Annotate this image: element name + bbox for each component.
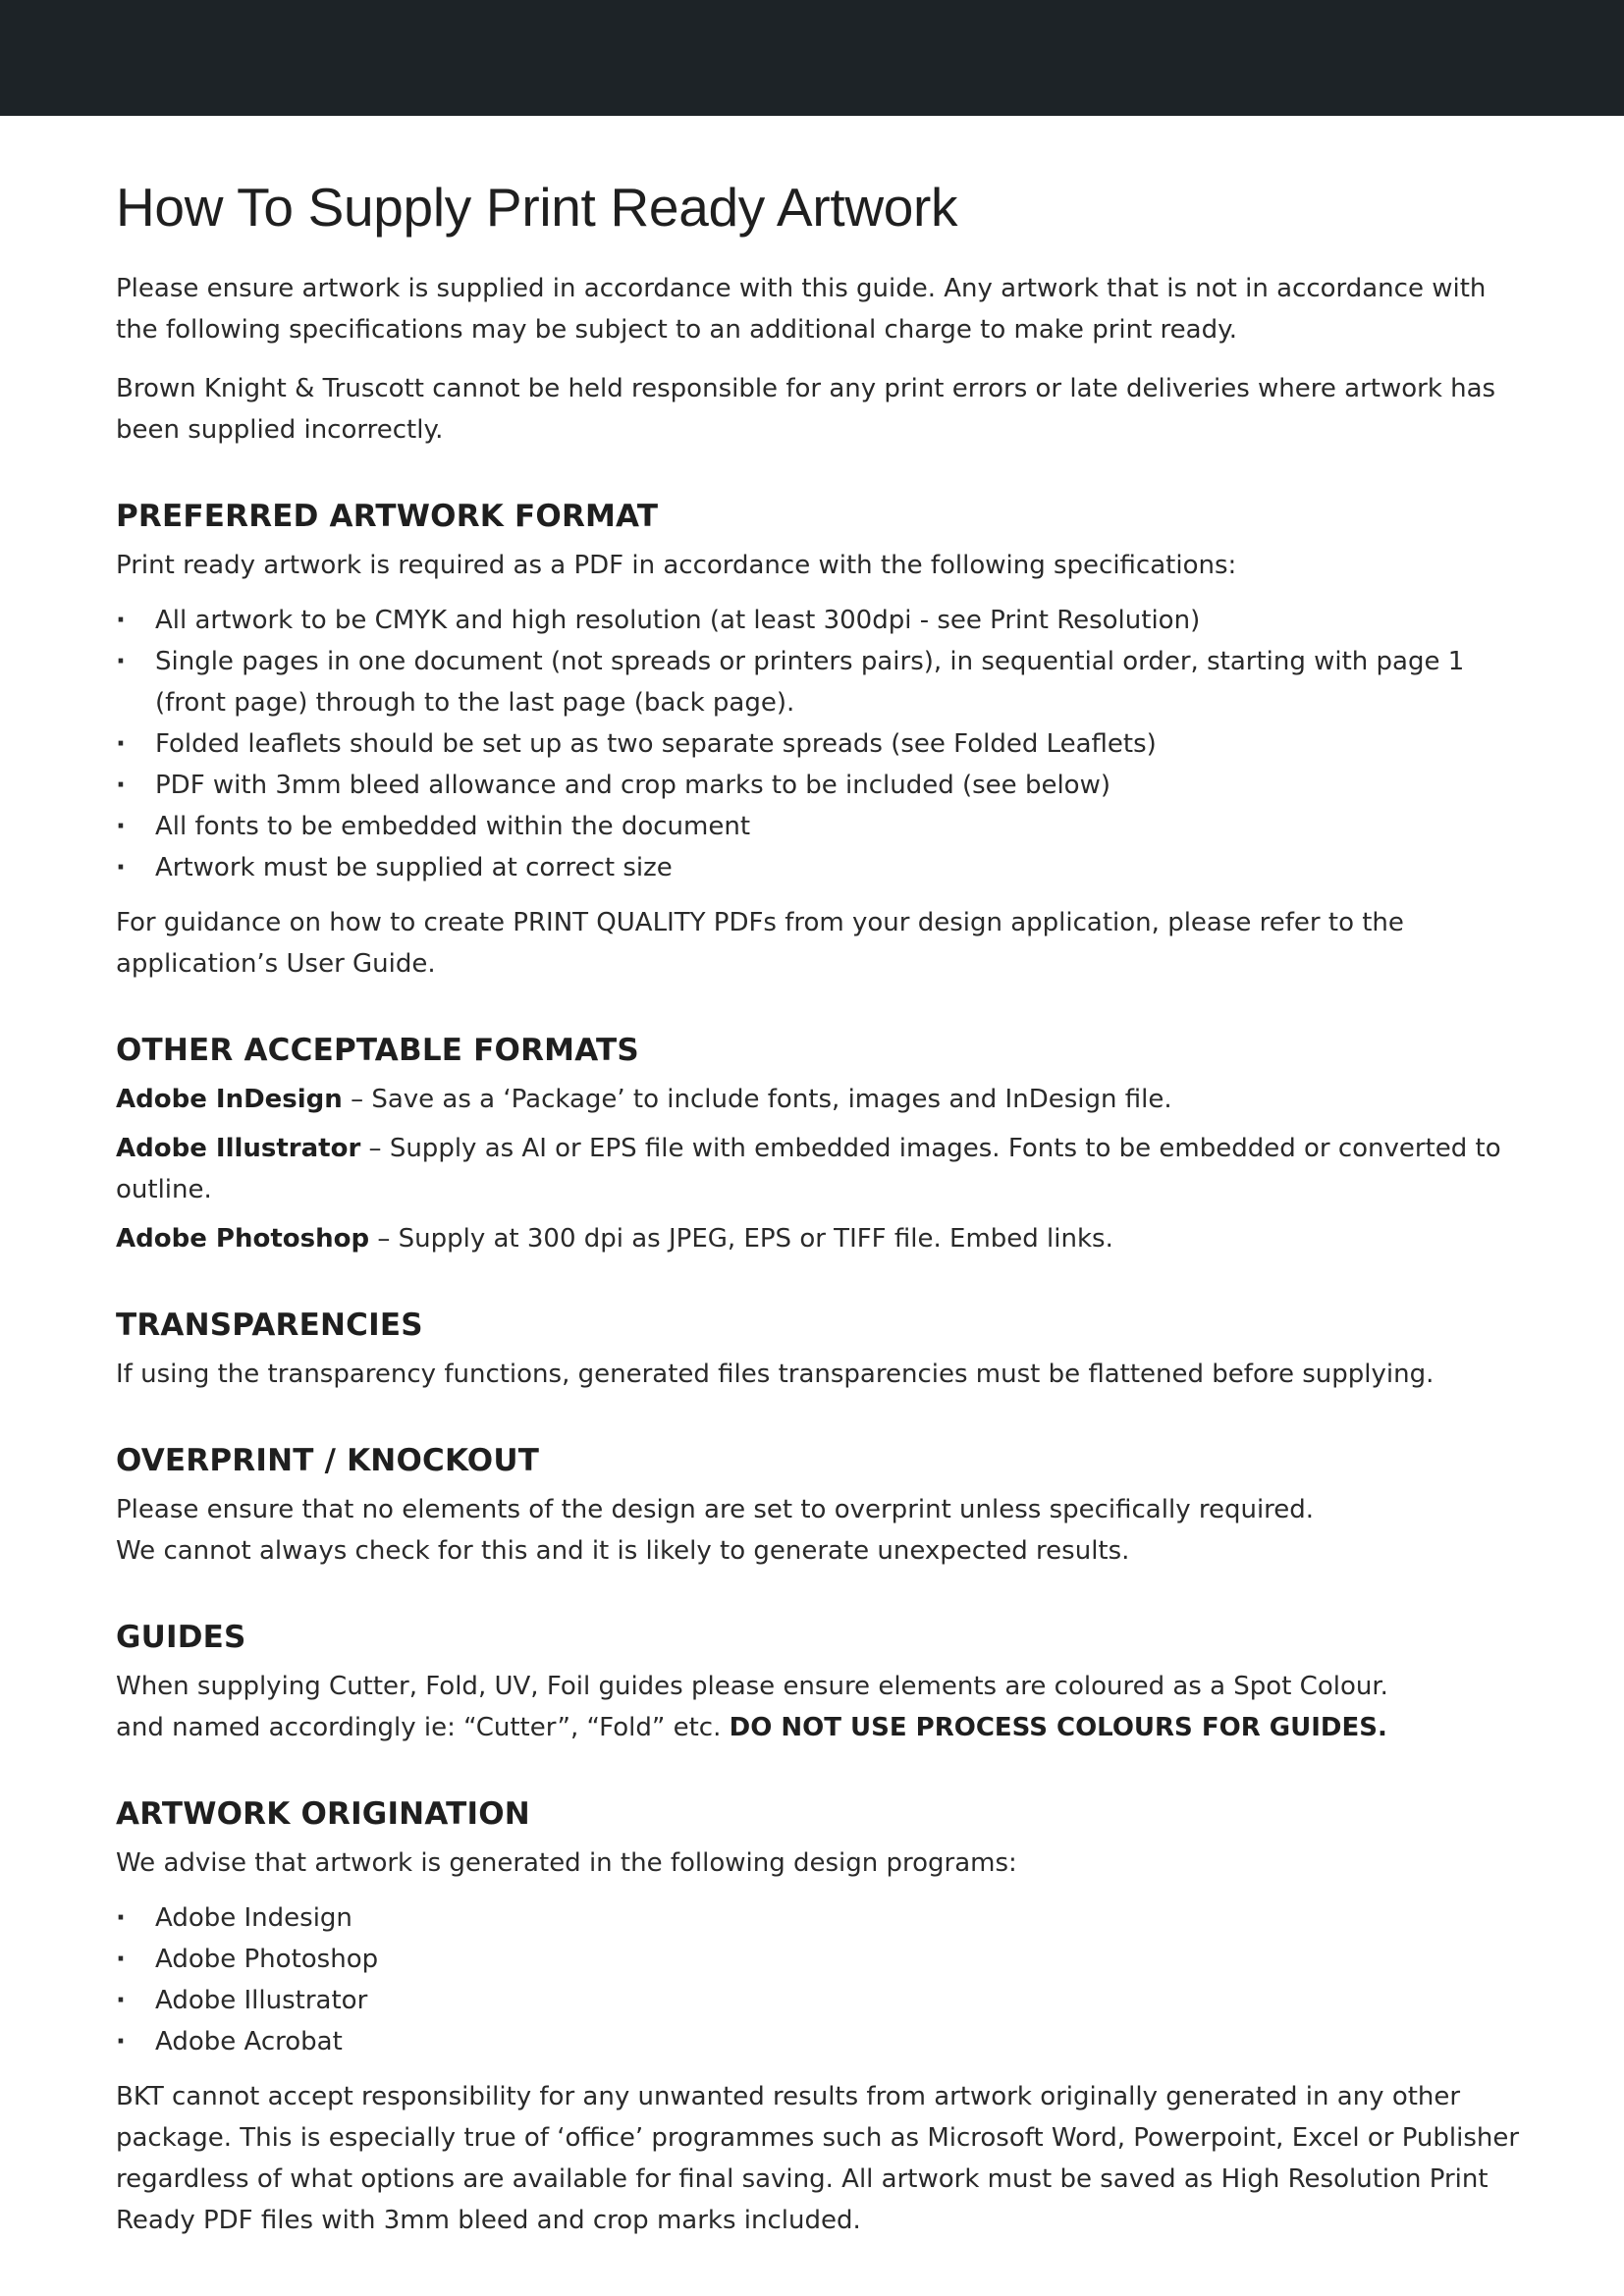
- section-lead: We advise that artwork is generated in the following design programs:: [116, 1848, 1017, 1879]
- list-item: · Adobe Indesign: [116, 1897, 1530, 1939]
- page-title: How To Supply Print Ready Artwork: [116, 177, 958, 238]
- list-item: · All artwork to be CMYK and high resolution (at least 300dpi - see Print Resolution): [116, 600, 1530, 641]
- section-heading: PREFERRED ARTWORK FORMAT: [116, 499, 659, 535]
- section-heading: ARTWORK ORIGINATION: [116, 1796, 530, 1833]
- section-text: We cannot always check for this and it is likely to generate unexpected results.: [116, 1536, 1130, 1567]
- list-item: · All fonts to be embedded within the document: [116, 806, 1530, 847]
- format-description: – Save as a ‘Package’ to include fonts, images and InDesign file.: [342, 1085, 1172, 1115]
- section-other-formats: [116, 1030, 1530, 1259]
- format-description: – Supply as AI or EPS file with embedded images. Fonts to be embedded or converted to outline.: [116, 1134, 1501, 1205]
- guides-warning: DO NOT USE PROCESS COLOURS FOR GUIDES.: [729, 1713, 1387, 1743]
- guides-naming-text: and named accordingly ie: “Cutter”, “Fold” etc.: [116, 1713, 730, 1743]
- section-transparencies: [116, 1305, 1530, 1395]
- list-item: · Adobe Acrobat: [116, 2021, 1530, 2062]
- header-bar: [0, 0, 1624, 116]
- list-item: · Single pages in one document (not spreads or printers pairs), in sequential order, starting with page 1 (front page) through to the last page (back page).: [116, 641, 1530, 723]
- section-heading: GUIDES: [116, 1620, 246, 1656]
- section-preferred-format: [116, 496, 1530, 985]
- section-note: BKT cannot accept responsibility for any unwanted results from artwork originally generated in any other package. This is especially true of ‘office’ programmes such as Microsoft Word, Powerpoint, Excel or Publisher regardless of what options are available for final saving. All artwork must be saved as High Resolution Print Ready PDF files with 3mm bleed and crop marks included.: [116, 2082, 1520, 2236]
- program-list: [116, 1897, 1530, 2062]
- list-item: · Artwork must be supplied at correct size: [116, 847, 1530, 888]
- section-lead: Print ready artwork is required as a PDF in accordance with the following specifications:: [116, 551, 1237, 581]
- intro-paragraph: Please ensure artwork is supplied in accordance with this guide. Any artwork that is not in accordance with the following specifications may be subject to an additional charge to make print ready.: [116, 274, 1487, 346]
- section-text: Please ensure that no elements of the design are set to overprint unless specifically required.: [116, 1495, 1315, 1525]
- format-description: – Supply at 300 dpi as JPEG, EPS or TIFF file. Embed links.: [369, 1224, 1113, 1255]
- list-item: · Folded leaflets should be set up as two separate spreads (see Folded Leaflets): [116, 723, 1530, 765]
- format-item: [116, 1079, 1530, 1120]
- section-overprint: [116, 1440, 1530, 1572]
- format-item: [116, 1218, 1530, 1259]
- section-origination: [116, 1793, 1530, 2241]
- format-item: [116, 1128, 1530, 1210]
- format-app-name: Adobe Illustrator: [116, 1134, 361, 1164]
- format-app-name: Adobe InDesign: [116, 1085, 343, 1115]
- section-heading: OVERPRINT / KNOCKOUT: [116, 1443, 540, 1479]
- section-text: When supplying Cutter, Fold, UV, Foil guides please ensure elements are coloured as a Spot Colour.: [116, 1672, 1388, 1702]
- spec-list: [116, 600, 1530, 888]
- list-item: · PDF with 3mm bleed allowance and crop marks to be included (see below): [116, 765, 1530, 806]
- intro-paragraph: Brown Knight & Truscott cannot be held responsible for any print errors or late deliveries where artwork has been supplied incorrectly.: [116, 374, 1496, 446]
- section-text: [116, 1707, 1530, 1748]
- intro: [116, 268, 1530, 451]
- section-note: For guidance on how to create PRINT QUALITY PDFs from your design application, please refer to the application’s User Guide.: [116, 908, 1404, 980]
- list-item: · Adobe Illustrator: [116, 1980, 1530, 2021]
- section-heading: TRANSPARENCIES: [116, 1308, 423, 1344]
- document-body: [116, 177, 1530, 2241]
- section-text: If using the transparency functions, generated files transparencies must be flattened before supplying.: [116, 1360, 1435, 1390]
- list-item: · Adobe Photoshop: [116, 1939, 1530, 1980]
- section-heading: OTHER ACCEPTABLE FORMATS: [116, 1033, 639, 1069]
- section-guides: [116, 1617, 1530, 1748]
- format-app-name: Adobe Photoshop: [116, 1224, 370, 1255]
